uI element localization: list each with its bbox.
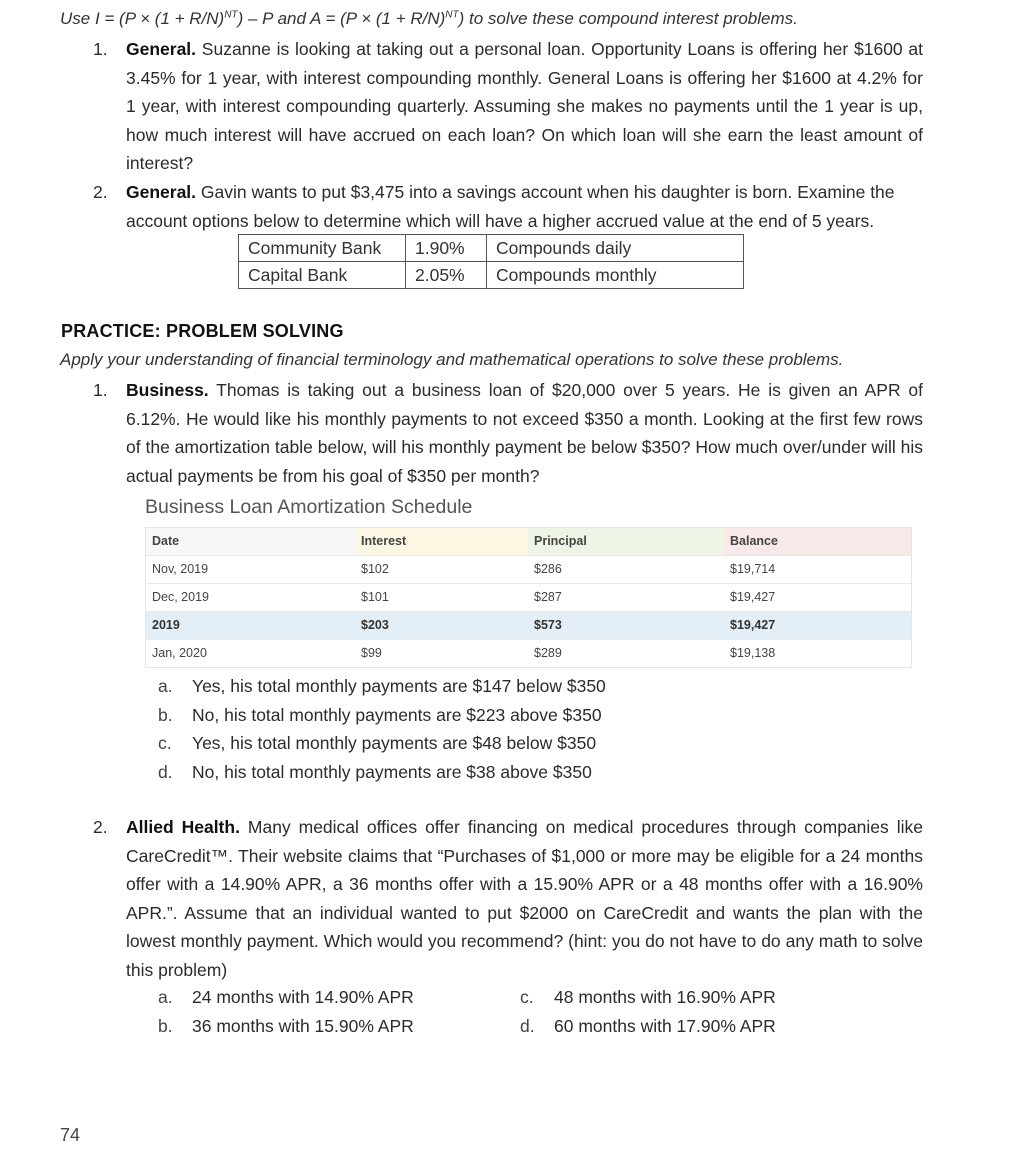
column-header-date: Date — [146, 528, 355, 555]
problem-text: Many medical offices offer financing on medical procedures through companies like CareCredit™. Their website claims that “Purchases of $1,000 or more may be eligible for a 24 months offer with a 14.90% APR, a 36 months offer with a 15.90% APR or a 48 months offer with a 16.90% APR.”. Assume that an individual wanted to put $2000 on CareCredit and wants the plan with the lowest monthly payment. Which would you recommend? (hint: you do not have to do any math to solve this problem) — [126, 817, 923, 980]
problem-text: Gavin wants to put $3,475 into a savings account when his daughter is born. Examine the account options below to determine which will have a higher accrued value at the end of 5 years. — [126, 182, 895, 231]
amortization-title: Business Loan Amortization Schedule — [145, 496, 473, 518]
page-number: 74 — [60, 1125, 81, 1145]
section-subtitle: Apply your understanding of financial terminology and mathematical operations to solve these problems. — [60, 350, 844, 369]
bank-name: Capital Bank — [239, 262, 406, 289]
cell-principal: $287 — [534, 590, 562, 604]
cell-principal: $286 — [534, 562, 562, 576]
column-header-interest: Interest — [355, 528, 528, 555]
compound-problem-1 — [93, 35, 923, 178]
bank-rate: 2.05% — [406, 262, 487, 289]
problem-number: 2. — [93, 182, 108, 202]
cell-interest: $203 — [361, 618, 389, 632]
problem-number: 2. — [93, 817, 108, 837]
table-row — [146, 639, 911, 667]
bank-rate: 1.90% — [406, 235, 487, 262]
intro-instruction: Use $I = (P \times (1 + R/N)^{NT}) - P$ and $A = (P \times (1 + R/N)^{NT})$ to solve these compound interest problems. — [60, 9, 798, 28]
cell-interest: $99 — [361, 646, 382, 660]
amortization-table — [145, 527, 912, 668]
answer-option-d: d. No, his total monthly payments are $38 above $350 — [158, 761, 592, 782]
cell-date: Jan, 2020 — [152, 646, 207, 660]
table-row — [146, 583, 911, 611]
answer-options-business — [158, 672, 606, 786]
cell-interest: $101 — [361, 590, 389, 604]
cell-principal: $573 — [534, 618, 562, 632]
answer-option-c: c. 48 months with 16.90% APR — [520, 987, 776, 1007]
problem-text: Suzanne is looking at taking out a personal loan. Opportunity Loans is offering her $1600 at 3.45% for 1 year, with interest compounding monthly. General Loans is offering her $1600 at 4.2% for 1 year, with interest compounding quarterly. Assuming she makes no payments until the 1 year is up, how much interest will have accrued on each loan? On which loan will she earn the least amount of interest? — [126, 39, 923, 173]
bank-compounding: Compounds monthly — [487, 262, 744, 289]
cell-balance: $19,714 — [730, 562, 776, 576]
problem-number: 1. — [93, 39, 108, 59]
bank-name: Community Bank — [239, 235, 406, 262]
answer-option-a: a. Yes, his total monthly payments are $147 below $350 — [158, 676, 606, 696]
answer-option-a: a. 24 months with 14.90% APR — [158, 987, 414, 1007]
answer-options-health-right — [520, 983, 776, 1040]
problem-category: General. — [126, 39, 197, 59]
column-header-balance: Balance — [724, 528, 911, 555]
table-row — [239, 235, 744, 262]
bank-compounding: Compounds daily — [487, 235, 744, 262]
section-title: PRACTICE: PROBLEM SOLVING — [61, 321, 344, 341]
allied-health-problem — [93, 813, 923, 984]
cell-balance: $19,138 — [730, 646, 776, 660]
cell-interest: $102 — [361, 562, 389, 576]
answer-option-d: d. 60 months with 17.90% APR — [520, 1015, 776, 1036]
answer-option-b: b. No, his total monthly payments are $223 above $350 — [158, 704, 602, 725]
bank-options-table — [238, 234, 744, 289]
answer-option-c: c. Yes, his total monthly payments are $48 below $350 — [158, 733, 597, 753]
cell-balance: $19,427 — [730, 590, 776, 604]
answer-options-health-left — [158, 983, 414, 1040]
table-total-row — [146, 611, 911, 639]
problem-category: Allied Health. — [126, 817, 240, 837]
cell-date: Nov, 2019 — [152, 562, 209, 576]
column-header-principal: Principal — [528, 528, 724, 555]
cell-balance: $19,427 — [730, 618, 776, 632]
table-row — [146, 555, 911, 583]
cell-date: 2019 — [152, 618, 180, 632]
business-problem — [93, 376, 923, 490]
cell-date: Dec, 2019 — [152, 590, 209, 604]
problem-number: 1. — [93, 380, 108, 400]
answer-option-b: b. 36 months with 15.90% APR — [158, 1015, 414, 1036]
table-header-row — [146, 528, 911, 555]
problem-category: Business. — [126, 380, 209, 400]
problem-text: Thomas is taking out a business loan of $20,000 over 5 years. He is given an APR of 6.12%. He would like his monthly payments to not exceed $350 a month. Looking at the first few rows of the amortization table below, will his monthly payment be below $350? How much over/under will his actual payments be from his goal of $350 per month? — [126, 380, 923, 486]
cell-principal: $289 — [534, 646, 562, 660]
table-row — [239, 262, 744, 289]
problem-category: General. — [126, 182, 197, 202]
compound-problem-2 — [93, 178, 923, 235]
